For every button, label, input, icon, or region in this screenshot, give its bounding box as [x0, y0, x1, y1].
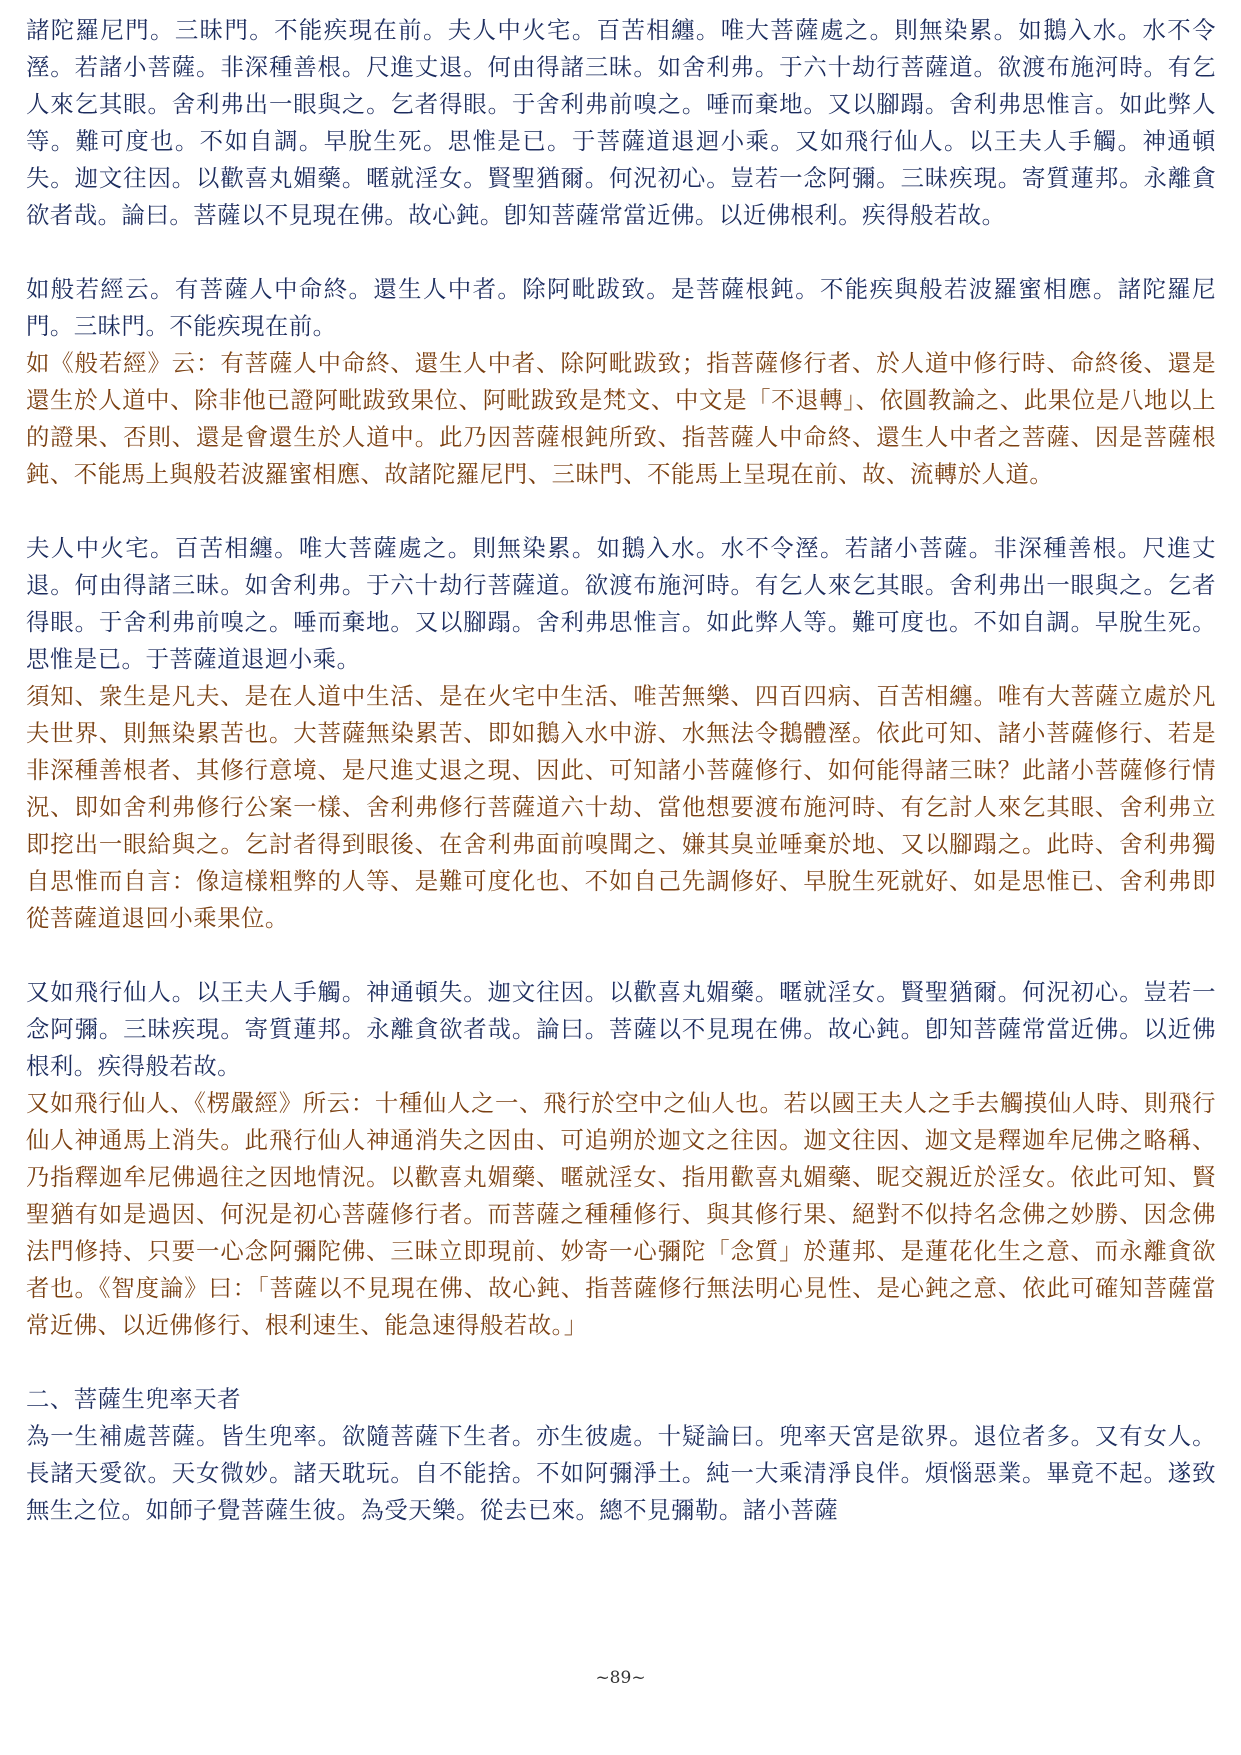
- paragraph-5: 為一生補處菩薩。皆生兜率。欲隨菩薩下生者。亦生彼處。十疑論曰。兜率天宮是欲界。退位者多。又有女人。長諸天愛欲。天女微妙。諸天耽玩。自不能捨。不如阿彌淨土。純一大乘清淨良伴。煩惱惡業。畢竟不起。遂致無生之位。如師子覺菩薩生彼。為受天樂。從去已來。總不見彌勒。諸小菩薩: [26, 1422, 1216, 1524]
- paragraph-gap: [26, 937, 1216, 974]
- paragraph-gap: [26, 234, 1216, 271]
- commentary-1: 如《般若經》云：有菩薩人中命終、還生人中者、除阿毗跋致；指菩薩修行者、於人道中修行時、命終後、還是還生於人道中、除非他已證阿毗跋致果位、阿毗跋致是梵文、中文是「不退轉」、依圓教論之、此果位是八地以上的證果、否則、還是會還生於人道中。此乃因菩薩根鈍所致、指菩薩人中命終、還生人中者之菩薩、因是菩薩根鈍、不能馬上與般若波羅蜜相應、故諸陀羅尼門、三昧門、不能馬上呈現在前、故、流轉於人道。: [26, 349, 1216, 488]
- commentary-3: 又如飛行仙人、《楞嚴經》所云：十種仙人之一、飛行於空中之仙人也。若以國王夫人之手去觸摸仙人時、則飛行仙人神通馬上消失。此飛行仙人神通消失之因由、可追朔於迦文之往因。迦文往因、迦文是釋迦牟尼佛之略稱、乃指釋迦牟尼佛過往之因地情況。以歡喜丸媚藥、暱就淫女、指用歡喜丸媚藥、昵交親近於淫女。依此可知、賢聖猶有如是過因、何況是初心菩薩修行者。而菩薩之種種修行、與其修行果、絕對不似持名念佛之妙勝、因念佛法門修持、只要一心念阿彌陀佛、三昧立即現前、妙寄一心彌陀「念質」於蓮邦、是蓮花化生之意、而永離貪欲者也。《智度論》曰：「菩薩以不見現在佛、故心鈍、指菩薩修行無法明心見性、是心鈍之意、依此可確知菩薩當常近佛、以近佛修行、根利速生、能急速得般若故。」: [26, 1089, 1216, 1339]
- paragraph-2: 如般若經云。有菩薩人中命終。還生人中者。除阿毗跋致。是菩薩根鈍。不能疾與般若波羅蜜相應。諸陀羅尼門。三昧門。不能疾現在前。: [26, 275, 1216, 340]
- paragraph-1: 諸陀羅尼門。三昧門。不能疾現在前。夫人中火宅。百苦相纏。唯大菩薩處之。則無染累。如鵝入水。水不令溼。若諸小菩薩。非深種善根。尺進丈退。何由得諸三昧。如舍利弗。于六十劫行菩薩道。欲渡布施河時。有乞人來乞其眼。舍利弗出一眼與之。乞者得眼。于舍利弗前嗅之。唾而棄地。又以腳蹋。舍利弗思惟言。如此弊人等。難可度也。不如自調。早脫生死。思惟是已。于菩薩道退迴小乘。又如飛行仙人。以王夫人手觸。神通頓失。迦文往因。以歡喜丸媚藥。暱就淫女。賢聖猶爾。何況初心。豈若一念阿彌。三昧疾現。寄質蓮邦。永離貪欲者哉。論曰。菩薩以不見現在佛。故心鈍。卽知菩薩常當近佛。以近佛根利。疾得般若故。: [26, 16, 1216, 229]
- paragraph-4: 又如飛行仙人。以王夫人手觸。神通頓失。迦文往因。以歡喜丸媚藥。暱就淫女。賢聖猶爾。何況初心。豈若一念阿彌。三昧疾現。寄質蓮邦。永離貪欲者哉。論曰。菩薩以不見現在佛。故心鈍。卽知菩薩常當近佛。以近佛根利。疾得般若故。: [26, 978, 1216, 1080]
- section-heading: 二、菩薩生兜率天者: [26, 1385, 242, 1413]
- paragraph-gap: [26, 493, 1216, 530]
- paragraph-gap: [26, 1344, 1216, 1381]
- document-body: [26, 12, 1216, 1529]
- paragraph-3: 夫人中火宅。百苦相纏。唯大菩薩處之。則無染累。如鵝入水。水不令溼。若諸小菩薩。非深種善根。尺進丈退。何由得諸三昧。如舍利弗。于六十劫行菩薩道。欲渡布施河時。有乞人來乞其眼。舍利弗出一眼與之。乞者得眼。于舍利弗前嗅之。唾而棄地。又以腳蹋。舍利弗思惟言。如此弊人等。難可度也。不如自調。早脫生死。思惟是已。于菩薩道退迴小乘。: [26, 534, 1216, 673]
- commentary-2: 須知、衆生是凡夫、是在人道中生活、是在火宅中生活、唯苦無樂、四百四病、百苦相纏。唯有大菩薩立處於凡夫世界、則無染累苦也。大菩薩無染累苦、即如鵝入水中游、水無法令鵝體溼。依此可知、諸小菩薩修行、若是非深種善根者、其修行意境、是尺進丈退之現、因此、可知諸小菩薩修行、如何能得諸三昧？此諸小菩薩修行情況、即如舍利弗修行公案一樣、舍利弗修行菩薩道六十劫、當他想要渡布施河時、有乞討人來乞其眼、舍利弗立即挖出一眼給與之。乞討者得到眼後、在舍利弗面前嗅聞之、嫌其臭並唾棄於地、又以腳蹋之。此時、舍利弗獨自思惟而自言：像這樣粗弊的人等、是難可度化也、不如自己先調修好、早脫生死就好、如是思惟已、舍利弗即從菩薩道退回小乘果位。: [26, 682, 1216, 932]
- page-number: ~89~: [595, 1668, 646, 1688]
